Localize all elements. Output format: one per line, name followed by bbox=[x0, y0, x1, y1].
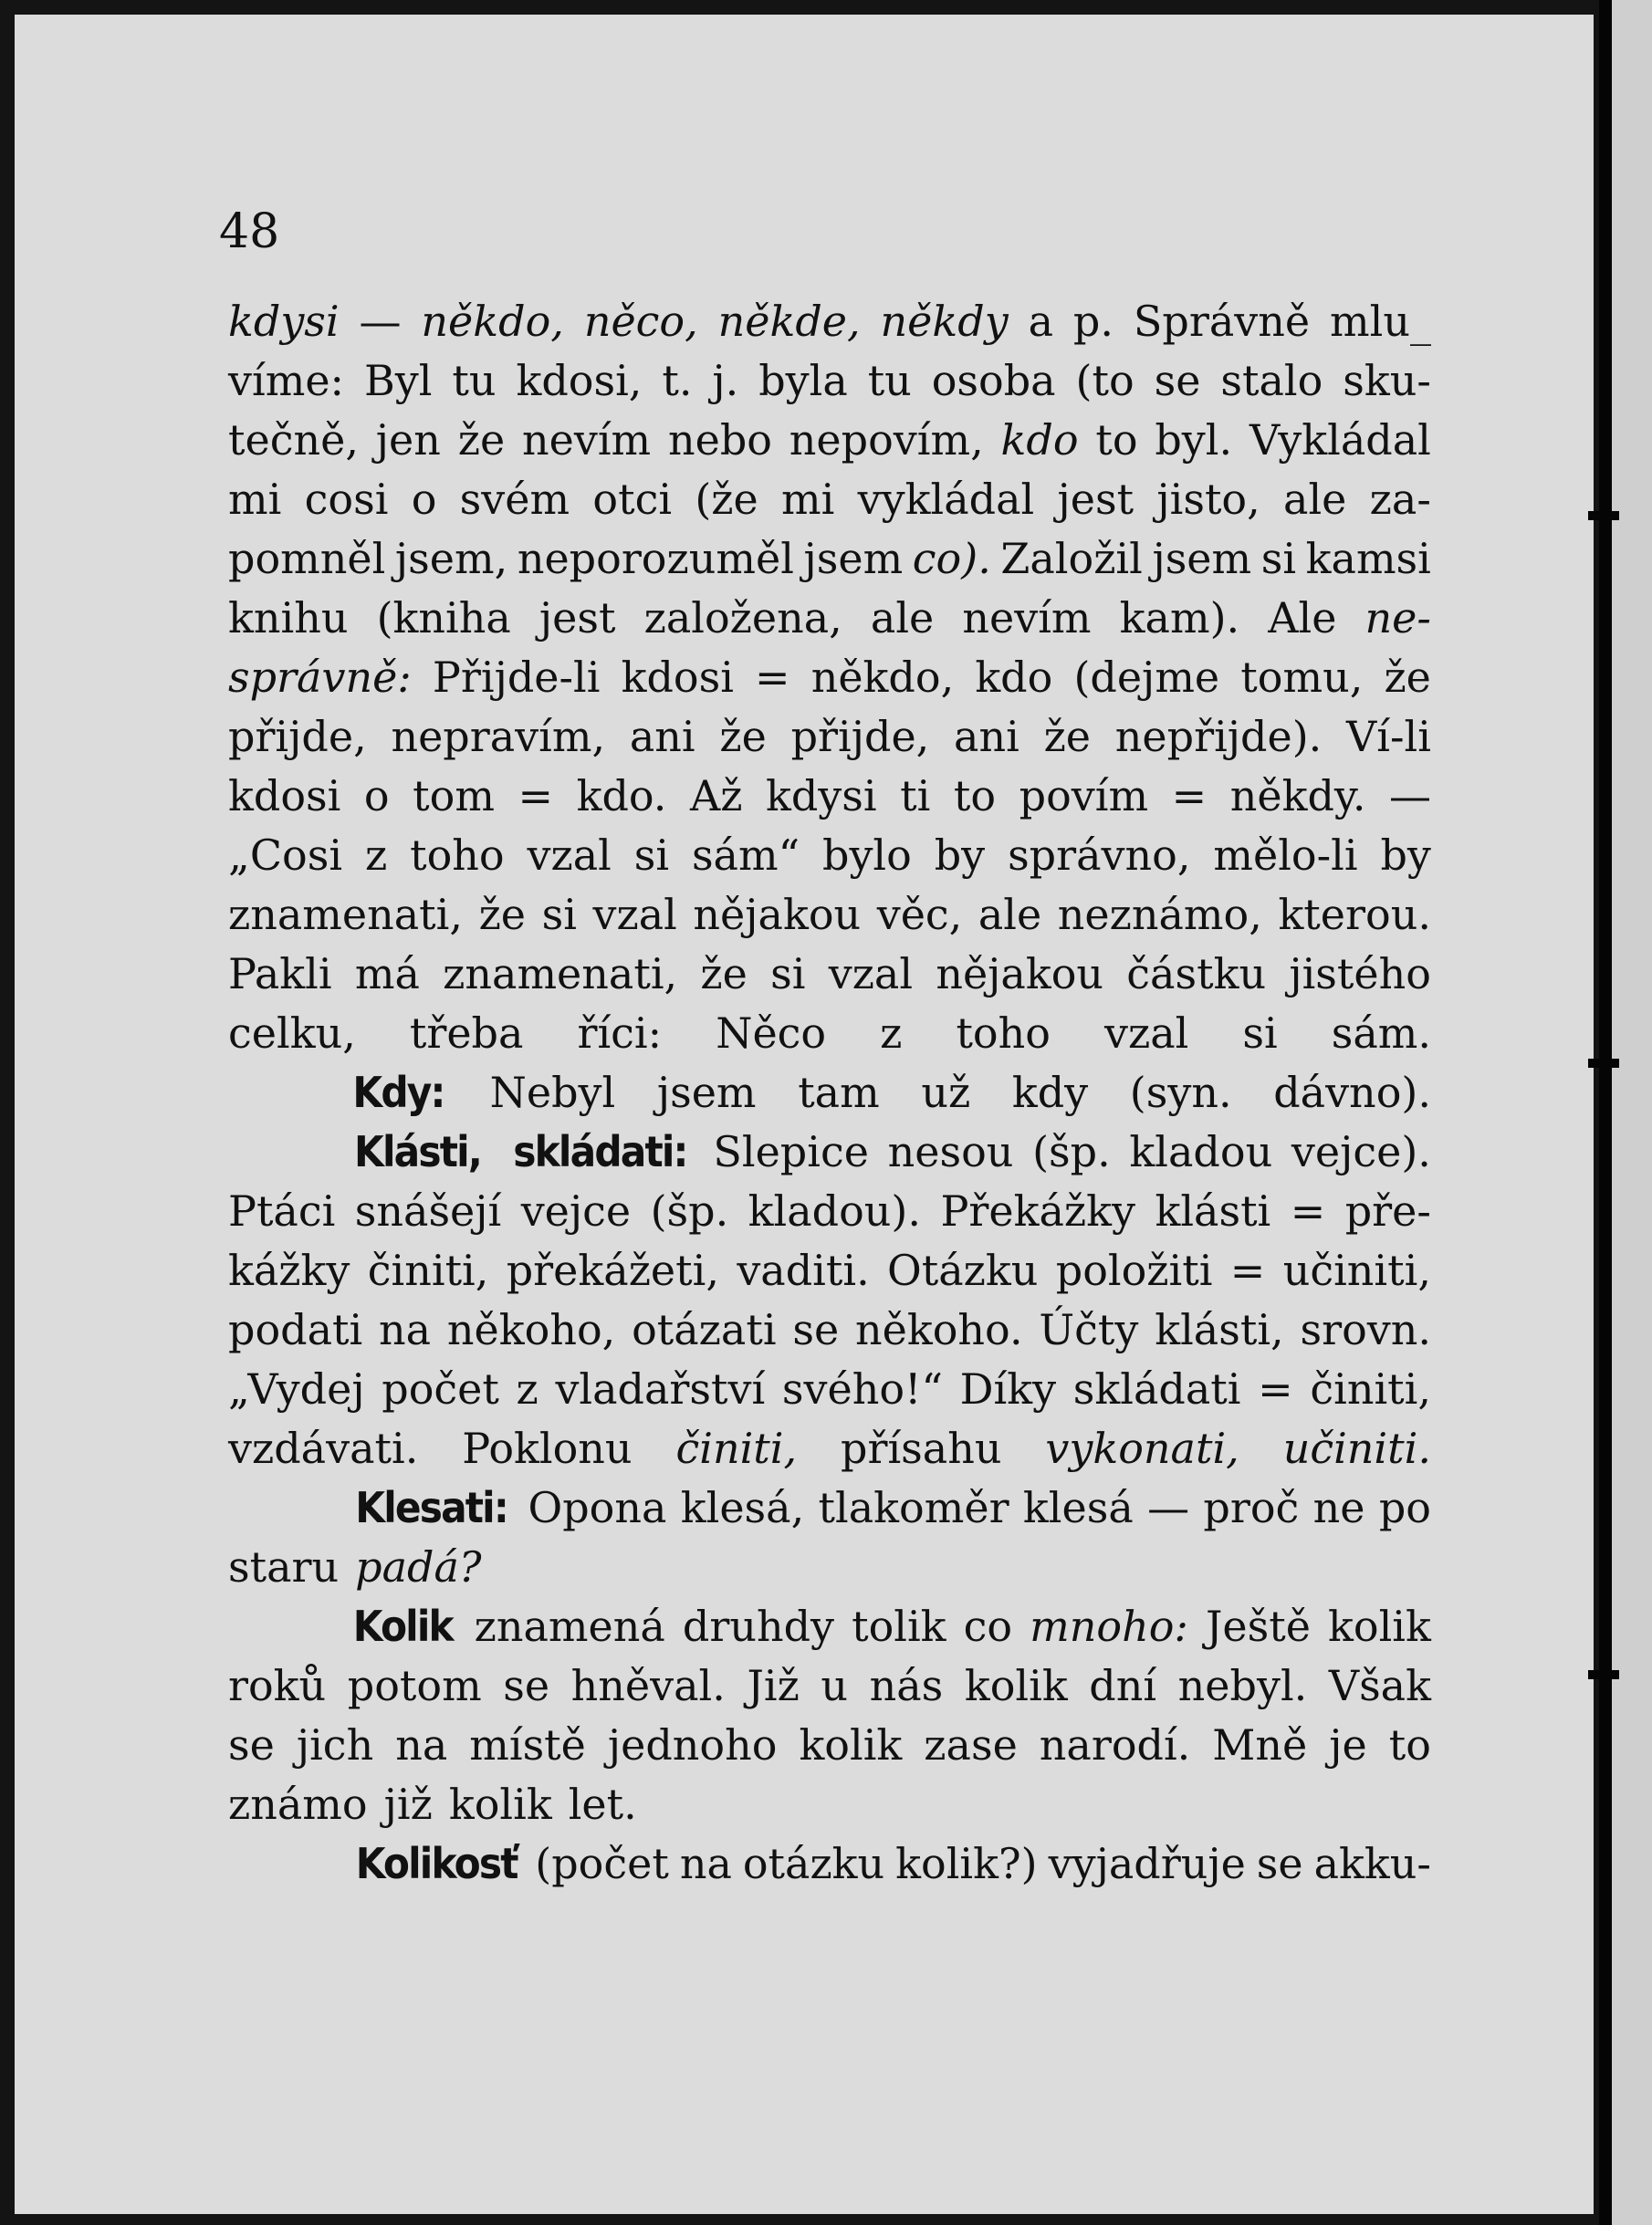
word: kolik bbox=[964, 1661, 1068, 1710]
word: sám“ bbox=[691, 830, 800, 880]
word: přijde, bbox=[228, 712, 367, 761]
word: jsem, bbox=[394, 534, 508, 583]
text-line bbox=[228, 1004, 1431, 1063]
text-line bbox=[228, 1241, 1431, 1301]
word: tlakoměr bbox=[818, 1483, 1009, 1532]
word: jest bbox=[538, 593, 616, 642]
word: si bbox=[1260, 534, 1297, 583]
word: srovn. bbox=[1300, 1305, 1431, 1354]
word: třeba bbox=[409, 1008, 524, 1058]
word: místě bbox=[469, 1720, 586, 1770]
word: to bbox=[953, 771, 997, 820]
word: tom bbox=[413, 771, 495, 820]
word: nebyl. bbox=[1177, 1661, 1308, 1710]
word: z bbox=[364, 830, 388, 880]
word: roků bbox=[228, 1661, 327, 1710]
word: tam bbox=[798, 1068, 880, 1117]
text-line bbox=[228, 1182, 1431, 1241]
word: byl. bbox=[1155, 415, 1233, 465]
word: že bbox=[700, 949, 748, 998]
word: že bbox=[457, 415, 506, 465]
book-spine-edge bbox=[1599, 0, 1612, 2225]
word: kolik bbox=[799, 1720, 903, 1770]
word: (šp. bbox=[1032, 1127, 1111, 1176]
word: kolik bbox=[448, 1780, 552, 1829]
word: kdosi bbox=[228, 771, 341, 820]
word: říci: bbox=[577, 1008, 663, 1058]
word: vyjadřuje bbox=[1048, 1839, 1246, 1888]
word: — bbox=[1147, 1483, 1190, 1532]
word: počet bbox=[382, 1364, 499, 1414]
word: co). bbox=[912, 534, 991, 583]
word: (počet bbox=[535, 1839, 669, 1888]
word: Otázku bbox=[887, 1246, 1039, 1295]
text-line bbox=[228, 707, 1431, 767]
text-line bbox=[228, 351, 1431, 411]
word: Ptáci bbox=[228, 1186, 336, 1236]
word: vzal bbox=[527, 830, 612, 880]
word: mi bbox=[781, 475, 835, 524]
text-line bbox=[228, 1597, 1431, 1656]
word: je bbox=[1329, 1720, 1367, 1770]
word: ale bbox=[978, 890, 1042, 939]
word: p. bbox=[1072, 297, 1114, 346]
word: jsem bbox=[803, 534, 904, 583]
word: kterou. bbox=[1278, 890, 1431, 939]
word: skládati bbox=[1072, 1364, 1241, 1414]
word: Klesati: bbox=[355, 1483, 507, 1532]
word: osoba bbox=[931, 356, 1056, 405]
word: Vykládal bbox=[1249, 415, 1431, 465]
word: že bbox=[478, 890, 527, 939]
word: mnoho: bbox=[1030, 1602, 1188, 1651]
text-line bbox=[228, 1301, 1431, 1360]
word: přísahu bbox=[841, 1424, 1002, 1473]
word: kamsi bbox=[1305, 534, 1431, 583]
word: jisto, bbox=[1156, 475, 1260, 524]
word: ale bbox=[870, 593, 935, 642]
word: toho bbox=[956, 1008, 1051, 1058]
word: mi bbox=[228, 475, 282, 524]
word: skládati: bbox=[513, 1127, 687, 1176]
word: na bbox=[379, 1305, 432, 1354]
word: vzal bbox=[592, 890, 677, 939]
word: Ví-li bbox=[1346, 712, 1431, 761]
word: sku- bbox=[1343, 356, 1431, 405]
word: jednoho bbox=[607, 1720, 778, 1770]
word: klesá bbox=[1022, 1483, 1134, 1532]
word: kdo bbox=[975, 653, 1053, 702]
word: z bbox=[880, 1008, 903, 1058]
word: někoho, bbox=[446, 1305, 616, 1354]
text-line bbox=[228, 826, 1431, 885]
word: vzal bbox=[1103, 1008, 1189, 1058]
word: nepovím, bbox=[789, 415, 984, 465]
word: vykládal bbox=[857, 475, 1035, 524]
word: Slepice bbox=[713, 1127, 869, 1176]
word: Však bbox=[1328, 1661, 1431, 1710]
word: celku, bbox=[228, 1008, 356, 1058]
word: se bbox=[792, 1305, 840, 1354]
word: (syn. bbox=[1129, 1068, 1232, 1117]
word: = bbox=[1171, 771, 1208, 820]
paragraph bbox=[228, 1063, 1431, 1123]
word: správno, bbox=[1008, 830, 1191, 880]
word: kdysi bbox=[228, 297, 340, 346]
word: mělo-li bbox=[1213, 830, 1358, 880]
word: se bbox=[503, 1661, 550, 1710]
word: částku bbox=[1126, 949, 1267, 998]
word: (dejme bbox=[1073, 653, 1220, 702]
text-line bbox=[228, 1538, 1431, 1597]
word: vzdávati. bbox=[228, 1424, 419, 1473]
facing-page-edge bbox=[1612, 0, 1652, 2225]
word: věc, bbox=[876, 890, 963, 939]
word: učiniti, bbox=[1282, 1246, 1431, 1295]
word: pomněl bbox=[228, 534, 386, 583]
word: pře- bbox=[1344, 1186, 1431, 1236]
word: kdo. bbox=[576, 771, 667, 820]
word: kdysi bbox=[765, 771, 877, 820]
word: podati bbox=[228, 1305, 363, 1354]
word: nějakou bbox=[693, 890, 862, 939]
word: — bbox=[359, 297, 402, 346]
word: někde, bbox=[717, 297, 861, 346]
spine-notch bbox=[1588, 1059, 1619, 1068]
word: u bbox=[821, 1661, 849, 1710]
word: tečně, bbox=[228, 415, 359, 465]
word: jich bbox=[296, 1720, 374, 1770]
word: kolik?) bbox=[895, 1839, 1038, 1888]
word: akku- bbox=[1313, 1839, 1431, 1888]
word: se bbox=[1154, 356, 1201, 405]
word: = bbox=[755, 653, 790, 702]
word: klásti, bbox=[1155, 1305, 1284, 1354]
word: (že bbox=[695, 475, 758, 524]
word: víme: bbox=[228, 356, 345, 405]
word: jest bbox=[1057, 475, 1134, 524]
word: Účty bbox=[1039, 1305, 1139, 1354]
word: jsem bbox=[656, 1068, 757, 1117]
paragraph bbox=[228, 1834, 1431, 1894]
body-text bbox=[228, 292, 1431, 1894]
word: dávno). bbox=[1273, 1068, 1431, 1117]
word: ti bbox=[900, 771, 931, 820]
word: kdosi bbox=[621, 653, 734, 702]
word: tu bbox=[452, 356, 497, 405]
word: na bbox=[395, 1720, 448, 1770]
word: „Vydej bbox=[228, 1364, 365, 1414]
word: Až bbox=[689, 771, 743, 820]
text-line bbox=[228, 1063, 1431, 1123]
word: má bbox=[354, 949, 420, 998]
word: o bbox=[411, 475, 437, 524]
word: vaditi. bbox=[737, 1246, 870, 1295]
text-line bbox=[228, 470, 1431, 529]
text-line bbox=[228, 1419, 1431, 1478]
word: činiti, bbox=[675, 1424, 798, 1473]
word: mlu_ bbox=[1330, 297, 1431, 346]
word: knihu bbox=[228, 593, 349, 642]
text-line bbox=[228, 1656, 1431, 1716]
word: Byl bbox=[363, 356, 433, 405]
word: nepřijde). bbox=[1114, 712, 1323, 761]
text-line bbox=[228, 885, 1431, 945]
word: otázku bbox=[742, 1839, 885, 1888]
word: toho bbox=[410, 830, 505, 880]
word: položiti bbox=[1055, 1246, 1213, 1295]
word: si bbox=[770, 949, 806, 998]
word: klesá, bbox=[680, 1483, 805, 1532]
word: se bbox=[228, 1720, 275, 1770]
word: na bbox=[679, 1839, 732, 1888]
word: (to bbox=[1075, 356, 1134, 405]
text-line bbox=[228, 292, 1431, 351]
word: kážky bbox=[228, 1246, 350, 1295]
word: po bbox=[1378, 1483, 1431, 1532]
word: nějakou bbox=[936, 949, 1104, 998]
word: si bbox=[541, 890, 577, 939]
word: = bbox=[1258, 1364, 1293, 1414]
word: že bbox=[1384, 653, 1431, 702]
word: by bbox=[1380, 830, 1431, 880]
word: cosi bbox=[304, 475, 389, 524]
word: někdo, bbox=[810, 653, 955, 702]
word: narodí. bbox=[1039, 1720, 1191, 1770]
word: jsem bbox=[1152, 534, 1252, 583]
word: že bbox=[719, 712, 767, 761]
word: co bbox=[963, 1602, 1013, 1651]
word: povím bbox=[1019, 771, 1149, 820]
word: Poklonu bbox=[462, 1424, 633, 1473]
word: někoho. bbox=[855, 1305, 1023, 1354]
word: druhdy bbox=[682, 1602, 835, 1651]
word: ne bbox=[1312, 1483, 1365, 1532]
word: snášejí bbox=[354, 1186, 502, 1236]
word: let. bbox=[568, 1780, 637, 1829]
word: si bbox=[1242, 1008, 1278, 1058]
word: nevím bbox=[521, 415, 652, 465]
text-line bbox=[228, 648, 1431, 707]
word: přijde, bbox=[790, 712, 930, 761]
word: by bbox=[934, 830, 986, 880]
word: znamená bbox=[474, 1602, 665, 1651]
word: nepravím, bbox=[391, 712, 606, 761]
word: ale bbox=[1283, 475, 1347, 524]
word: sám. bbox=[1331, 1008, 1431, 1058]
word: známo bbox=[228, 1780, 368, 1829]
word: hněval. bbox=[570, 1661, 726, 1710]
word: o bbox=[363, 771, 390, 820]
text-line bbox=[228, 411, 1431, 470]
word: ne- bbox=[1364, 593, 1431, 642]
word: to bbox=[1095, 415, 1138, 465]
word: klásti bbox=[1155, 1186, 1271, 1236]
word: znamenati, bbox=[443, 949, 678, 998]
word: padá? bbox=[355, 1542, 482, 1592]
word: Mně bbox=[1212, 1720, 1308, 1770]
word: něco, bbox=[583, 297, 698, 346]
word: to bbox=[1388, 1720, 1431, 1770]
paragraph bbox=[228, 1123, 1431, 1478]
word: t. bbox=[662, 356, 693, 405]
word: tomu, bbox=[1240, 653, 1364, 702]
word: nevím bbox=[962, 593, 1092, 642]
word: kdy bbox=[1011, 1068, 1089, 1117]
text-line bbox=[228, 767, 1431, 826]
word: Přijde-li bbox=[432, 653, 601, 702]
word: Ještě bbox=[1205, 1602, 1311, 1651]
word: Již bbox=[747, 1661, 800, 1710]
word: ani bbox=[954, 712, 1019, 761]
word: a bbox=[1028, 297, 1054, 346]
word: učiniti. bbox=[1282, 1424, 1431, 1473]
word: založena, bbox=[643, 593, 842, 642]
word: kolik bbox=[1328, 1602, 1431, 1651]
word: Kdy: bbox=[352, 1068, 444, 1117]
word: jistého bbox=[1289, 949, 1431, 998]
word: vzal bbox=[828, 949, 914, 998]
word: (kniha bbox=[376, 593, 511, 642]
word: kam). bbox=[1119, 593, 1240, 642]
word: otci bbox=[592, 475, 673, 524]
word: činiti, bbox=[367, 1246, 489, 1295]
text-line bbox=[228, 945, 1431, 1004]
word: kladou bbox=[1129, 1127, 1273, 1176]
word: Opona bbox=[528, 1483, 667, 1532]
word: již bbox=[383, 1780, 433, 1829]
spine-notch bbox=[1588, 511, 1619, 520]
word: kdo bbox=[1000, 415, 1079, 465]
word: svém bbox=[459, 475, 570, 524]
word: = bbox=[1229, 1246, 1266, 1295]
word: Díky bbox=[959, 1364, 1057, 1414]
word: byla bbox=[758, 356, 848, 405]
text-line bbox=[228, 589, 1431, 648]
word: Ale bbox=[1268, 593, 1337, 642]
word: Pakli bbox=[228, 949, 332, 998]
word: jen bbox=[375, 415, 441, 465]
word: (šp. bbox=[650, 1186, 729, 1236]
spine-notch bbox=[1588, 1670, 1619, 1679]
word: otázati bbox=[632, 1305, 777, 1354]
word: = bbox=[1290, 1186, 1326, 1236]
word: dní bbox=[1089, 1661, 1157, 1710]
word: neznámo, bbox=[1057, 890, 1262, 939]
word: ani bbox=[629, 712, 695, 761]
word: vykonati, bbox=[1045, 1424, 1239, 1473]
word: už bbox=[921, 1068, 971, 1117]
word: vejce). bbox=[1291, 1127, 1431, 1176]
word: činiti, bbox=[1310, 1364, 1431, 1414]
text-line bbox=[228, 1123, 1431, 1182]
word: někdy. bbox=[1229, 771, 1366, 820]
word: že bbox=[1043, 712, 1092, 761]
word: svého!“ bbox=[781, 1364, 944, 1414]
word: bylo bbox=[822, 830, 912, 880]
word: = bbox=[518, 771, 554, 820]
word: j. bbox=[712, 356, 739, 405]
word: Něco bbox=[716, 1008, 827, 1058]
text-line bbox=[228, 529, 1431, 589]
paragraph bbox=[228, 292, 1431, 1063]
word: Překážky bbox=[940, 1186, 1136, 1236]
word: překážeti, bbox=[506, 1246, 719, 1295]
word: Založil bbox=[1000, 534, 1143, 583]
text-line bbox=[228, 1775, 1431, 1834]
paragraph bbox=[228, 1597, 1431, 1834]
word: Nebyl bbox=[489, 1068, 616, 1117]
word: Kolik bbox=[352, 1602, 453, 1651]
word: stalo bbox=[1220, 356, 1323, 405]
word: neporozuměl bbox=[517, 534, 794, 583]
text-line bbox=[228, 1834, 1431, 1894]
paragraph bbox=[228, 1478, 1431, 1597]
word: vejce bbox=[520, 1186, 632, 1236]
word: někdy bbox=[880, 297, 1009, 346]
word: nesou bbox=[887, 1127, 1014, 1176]
word: vladařství bbox=[555, 1364, 766, 1414]
word: proč bbox=[1203, 1483, 1300, 1532]
word: tolik bbox=[852, 1602, 946, 1651]
word: staru bbox=[228, 1542, 340, 1592]
word: Správně bbox=[1133, 297, 1311, 346]
word: znamenati, bbox=[228, 890, 463, 939]
word: někdo, bbox=[421, 297, 564, 346]
word: — bbox=[1388, 771, 1431, 820]
text-line bbox=[228, 1478, 1431, 1538]
word: tu bbox=[867, 356, 912, 405]
word: kladou). bbox=[748, 1186, 922, 1236]
word: z bbox=[516, 1364, 538, 1414]
text-line bbox=[228, 1716, 1431, 1775]
word: Kolikosť bbox=[355, 1839, 518, 1888]
text-line bbox=[228, 1360, 1431, 1419]
word: si bbox=[633, 830, 670, 880]
word: zase bbox=[924, 1720, 1018, 1770]
word: Klásti, bbox=[354, 1127, 482, 1176]
word: nás bbox=[869, 1661, 944, 1710]
word: se bbox=[1256, 1839, 1303, 1888]
word: „Cosi bbox=[228, 830, 343, 880]
page-number: 48 bbox=[219, 204, 280, 259]
word: nebo bbox=[667, 415, 772, 465]
word: kdosi, bbox=[516, 356, 643, 405]
word: za- bbox=[1369, 475, 1431, 524]
word: správně: bbox=[228, 653, 412, 702]
word: potom bbox=[347, 1661, 482, 1710]
